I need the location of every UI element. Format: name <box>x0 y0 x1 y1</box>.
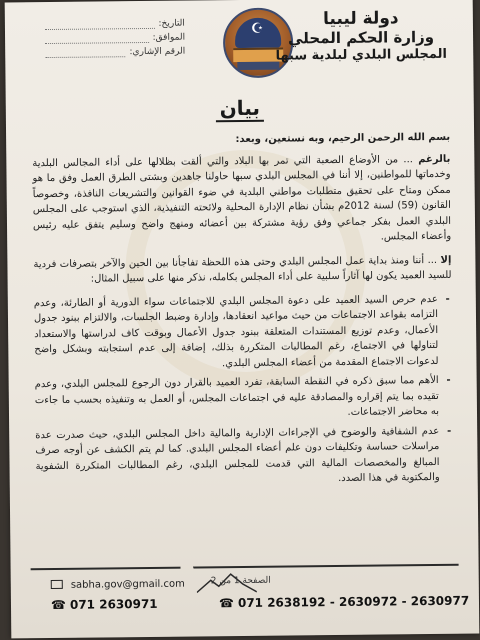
reference-block <box>45 15 185 58</box>
letter-page <box>5 0 480 638</box>
ministry-name: وزارة الحكم المحلي <box>287 27 435 48</box>
corresponding-label: الموافق <box>155 32 186 43</box>
reference-number-line: الرقم الإشاري : <box>45 43 185 58</box>
list-item: - عدم حرص السيد العميد على دعوة المجلس البلدي للاجتماعات سواء الدورية أو الطارئة، وعدم التزامه بقواعد الاجتماعات من حيث مواعيد انعقادها، وإدارة وضبط الجلسات، والالتزام ببنود جدول الأعمال، وعدم توزيع المستندات المتعلقة ببنود جدول الأعمال وبوقت كاف لدراستها والاستعداد لتناولها في الاجتماع، رغم المطالبات المتكررة بذلك، إضافة إلى عدم استجابته وبشكل واضح لدعوات الاجتماع المقدمة من أعضاء المجلس البلدي. <box>34 291 453 373</box>
corresponding-date-line: الموافق : <box>45 29 185 44</box>
email-icon <box>51 580 63 589</box>
reference-number-label: الرقم الإشاري <box>132 46 186 58</box>
paragraph-1-lead: بالرغم <box>418 153 451 165</box>
phone-icon: ☎ <box>218 596 235 611</box>
letterhead <box>5 0 474 80</box>
page-number: الصفحة 1 من 2 <box>210 575 271 587</box>
paragraph-2 <box>33 252 451 287</box>
paragraph-2-text: ... أننا ومنذ بداية عمل المجلس البلدي وحتى هذه اللحظة تفاجأنا بين الحين والآخر بتصرفات فردية للسيد العميد يكون لها آثاراً سلبية على أداء المجلس بكامله، نذكر منها على سبيل المثال: <box>33 254 452 285</box>
paragraph-1 <box>32 151 451 248</box>
organization-title <box>271 8 452 65</box>
date-line: التاريخ : <box>45 15 185 30</box>
crescent-star-icon: ☪ <box>250 20 264 37</box>
paragraph-2-lead: إلا <box>440 254 452 266</box>
salutation: بسم الله الرحمن الرحيم، وبه نستعين، وبعد: <box>235 131 451 146</box>
phone-numbers: ☎ 071 2638192 - 2630972 - 2630977 <box>218 593 470 611</box>
email-address: sabha.gov@gmail.com <box>70 578 185 591</box>
footer-divider <box>31 564 459 570</box>
fax-number: ☎ 071 2630971 <box>50 596 158 613</box>
date-label: التاريخ <box>161 18 185 29</box>
paragraph-1-text: ... من الأوضاع الصعبة التي تمر بها البلاد والتي ألقت بظلالها على أداء المجالس البلدية وخدماتها للمواطنين، إلا أننا في المجلس البلدي سبها حاولنا جاهدين وبشتى الطرق العمل وفق ما هو ممكن ومتاح على تحقيق متطلبات مواطني البلدية في ضوء القوانين والتشريعات النافذة، وخصوصاً القانون (59) لسنة 2012م بشأن نظام الإدارة المحلية ولائحته التنفيذية، الذي استوجب على المجلس البلدي العمل بفكر جماعي وفق رؤية مشتركة بين أعضائه ومنهج واضح وسليم يتفق عليه رئيس وأعضاء المجلس. <box>32 153 452 243</box>
document-title: بيان <box>6 94 474 123</box>
points-list <box>34 291 454 489</box>
list-item: - الأهم مما سبق ذكره في النقطة السابقة، تفرد العميد بالقرار دون الرجوع للمجلس البلدي، وعدم تقيده بما يتم إقراره والمصادقة عليه في اجتماعات المجلس، أو العمل به وتنفيذه بحسب ما جاءت به محاضر الاجتماعات. <box>35 373 453 424</box>
state-name: دولة ليبيا <box>323 8 399 30</box>
document-body <box>32 130 454 494</box>
council-name: المجلس البلدي لبلدية سبها <box>275 46 448 64</box>
list-item: - عدم الشفافية والوضوح في الإجراءات الإدارية والمالية داخل المجلس البلدي، حيث صدرت عدة مراسلات حساسة وتكليفات دون علم أعضاء المجلس البلدي. كما لم يتم الكشف عن أوجه صرف المبالغ والمخصصات المالية التي قدمت للمجلس البلدي، رغم المطالبات المتكررة الشفوية والمكتوبة في هذا الصدد. <box>35 423 454 489</box>
fax-icon: ☎ <box>50 597 67 613</box>
letter-footer <box>11 564 480 639</box>
